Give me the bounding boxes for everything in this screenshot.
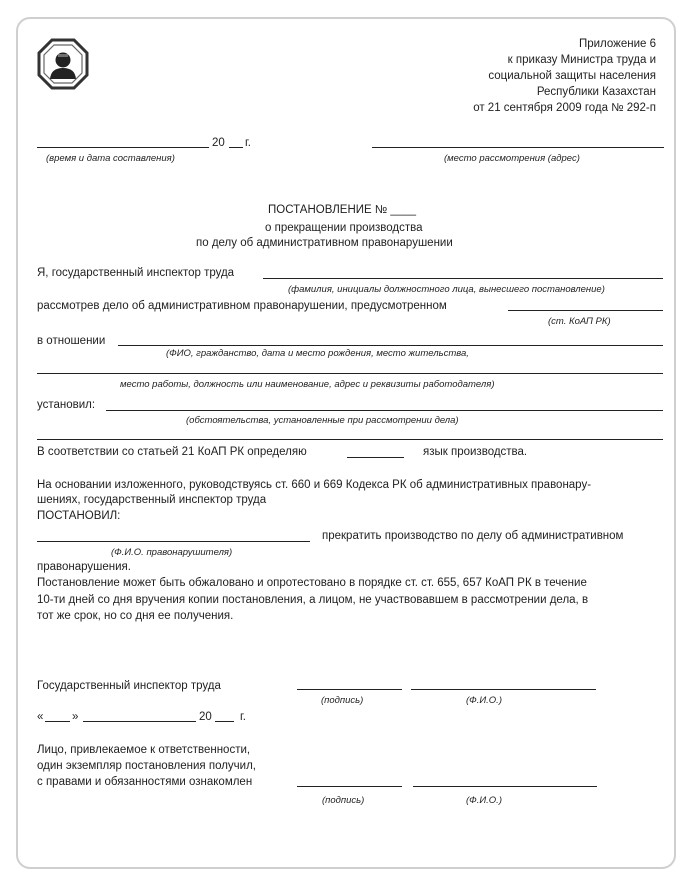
date-year-suffix: г.: [240, 711, 246, 723]
work-caption: место работы, должность или наименование, адрес и реквизиты работодателя): [120, 379, 495, 390]
responsible-fio-field[interactable]: [413, 786, 597, 787]
title-line-3: по делу об административном правонарушении: [196, 237, 453, 249]
circumstances-field[interactable]: [37, 439, 663, 440]
day-field[interactable]: [45, 721, 70, 722]
signature-caption: (подпись): [321, 695, 364, 706]
responsible-line-3: с правами и обязанностями ознакомлен: [37, 776, 253, 788]
place-caption: (место рассмотрения (адрес): [444, 153, 580, 164]
person-caption: (ФИО, гражданство, дата и место рождения, место жительства,: [166, 348, 469, 359]
signature-inspector-label: Государственный инспектор труда: [37, 680, 221, 692]
inspector-fio-field[interactable]: [411, 689, 596, 690]
year-suffix: г.: [245, 137, 251, 149]
title-line-1: ПОСТАНОВЛЕНИЕ № ____: [268, 204, 417, 216]
language-text-a: В соответствии со статьей 21 КоАП РК определяю: [37, 446, 307, 458]
person-field[interactable]: [118, 345, 663, 346]
date-year-prefix: 20: [199, 711, 212, 723]
basis-line-2: шениях, государственный инспектор труда: [37, 494, 267, 506]
title-line-2: о прекращении производства: [265, 222, 423, 234]
established-field[interactable]: [106, 410, 663, 411]
article-field[interactable]: [508, 310, 663, 311]
appeal-line-2: 10-ти дней со дня вручения копии постановления, а лицом, не участвовавшем в рассмотрении дела, в: [37, 594, 589, 606]
signature-caption-2: (подпись): [322, 795, 365, 806]
date-close-quote: »: [72, 711, 79, 723]
language-field[interactable]: [347, 457, 404, 458]
fio-caption-2: (Ф.И.О.): [466, 795, 502, 806]
reviewed-label: рассмотрев дело об административном правонарушении, предусмотренном: [37, 300, 447, 312]
header-line-1: Приложение 6: [578, 38, 656, 50]
header-line-3: социальной защиты населения: [488, 70, 656, 82]
month-field[interactable]: [83, 721, 196, 722]
language-text-b: язык производства.: [423, 446, 528, 458]
time-date-caption: (время и дата составления): [46, 153, 175, 164]
responsible-signature-field[interactable]: [297, 786, 402, 787]
document-frame: [16, 17, 676, 869]
inspector-signature-field[interactable]: [297, 689, 402, 690]
responsible-line-1: Лицо, привлекаемое к ответственности,: [37, 744, 251, 756]
header-line-5: от 21 сентября 2009 года № 292-п: [473, 102, 656, 114]
established-label: установил:: [37, 399, 96, 411]
header-line-4: Республики Казахстан: [536, 86, 656, 98]
inspector-label: Я, государственный инспектор труда: [37, 267, 235, 279]
appeal-line-1: Постановление может быть обжаловано и опротестовано в порядке ст. ст. 655, 657 КоАП РК в течение: [37, 577, 587, 589]
place-field[interactable]: [372, 147, 664, 148]
year-field[interactable]: [229, 147, 243, 148]
regarding-label: в отношении: [37, 335, 106, 347]
date-open-quote: «: [37, 711, 44, 723]
violator-field[interactable]: [37, 541, 310, 542]
offense-word: правонарушения.: [37, 561, 131, 573]
article-caption: (ст. КоАП РК): [548, 316, 611, 327]
terminate-text: прекратить производство по делу об административном: [322, 530, 624, 542]
date-year-field[interactable]: [215, 721, 234, 722]
fio-caption: (Ф.И.О.): [466, 695, 502, 706]
circumstances-caption: (обстоятельства, установленные при рассмотрении дела): [186, 415, 459, 426]
decided-heading: ПОСТАНОВИЛ:: [37, 510, 121, 522]
time-date-field[interactable]: [37, 147, 209, 148]
person-emblem-icon: [37, 38, 89, 90]
inspector-field[interactable]: [263, 278, 663, 279]
violator-caption: (Ф.И.О. правонарушителя): [111, 547, 233, 558]
work-field[interactable]: [37, 373, 663, 374]
basis-line-1: На основании изложенного, руководствуясь ст. 660 и 669 Кодекса РК об административных правонару-: [37, 479, 592, 491]
appeal-line-3: тот же срок, но со дня ее получения.: [37, 610, 234, 622]
year-prefix: 20: [212, 137, 225, 149]
responsible-line-2: один экземпляр постановления получил,: [37, 760, 257, 772]
header-line-2: к приказу Министра труда и: [507, 54, 656, 66]
inspector-caption: (фамилия, инициалы должностного лица, вынесшего постановление): [288, 284, 605, 295]
